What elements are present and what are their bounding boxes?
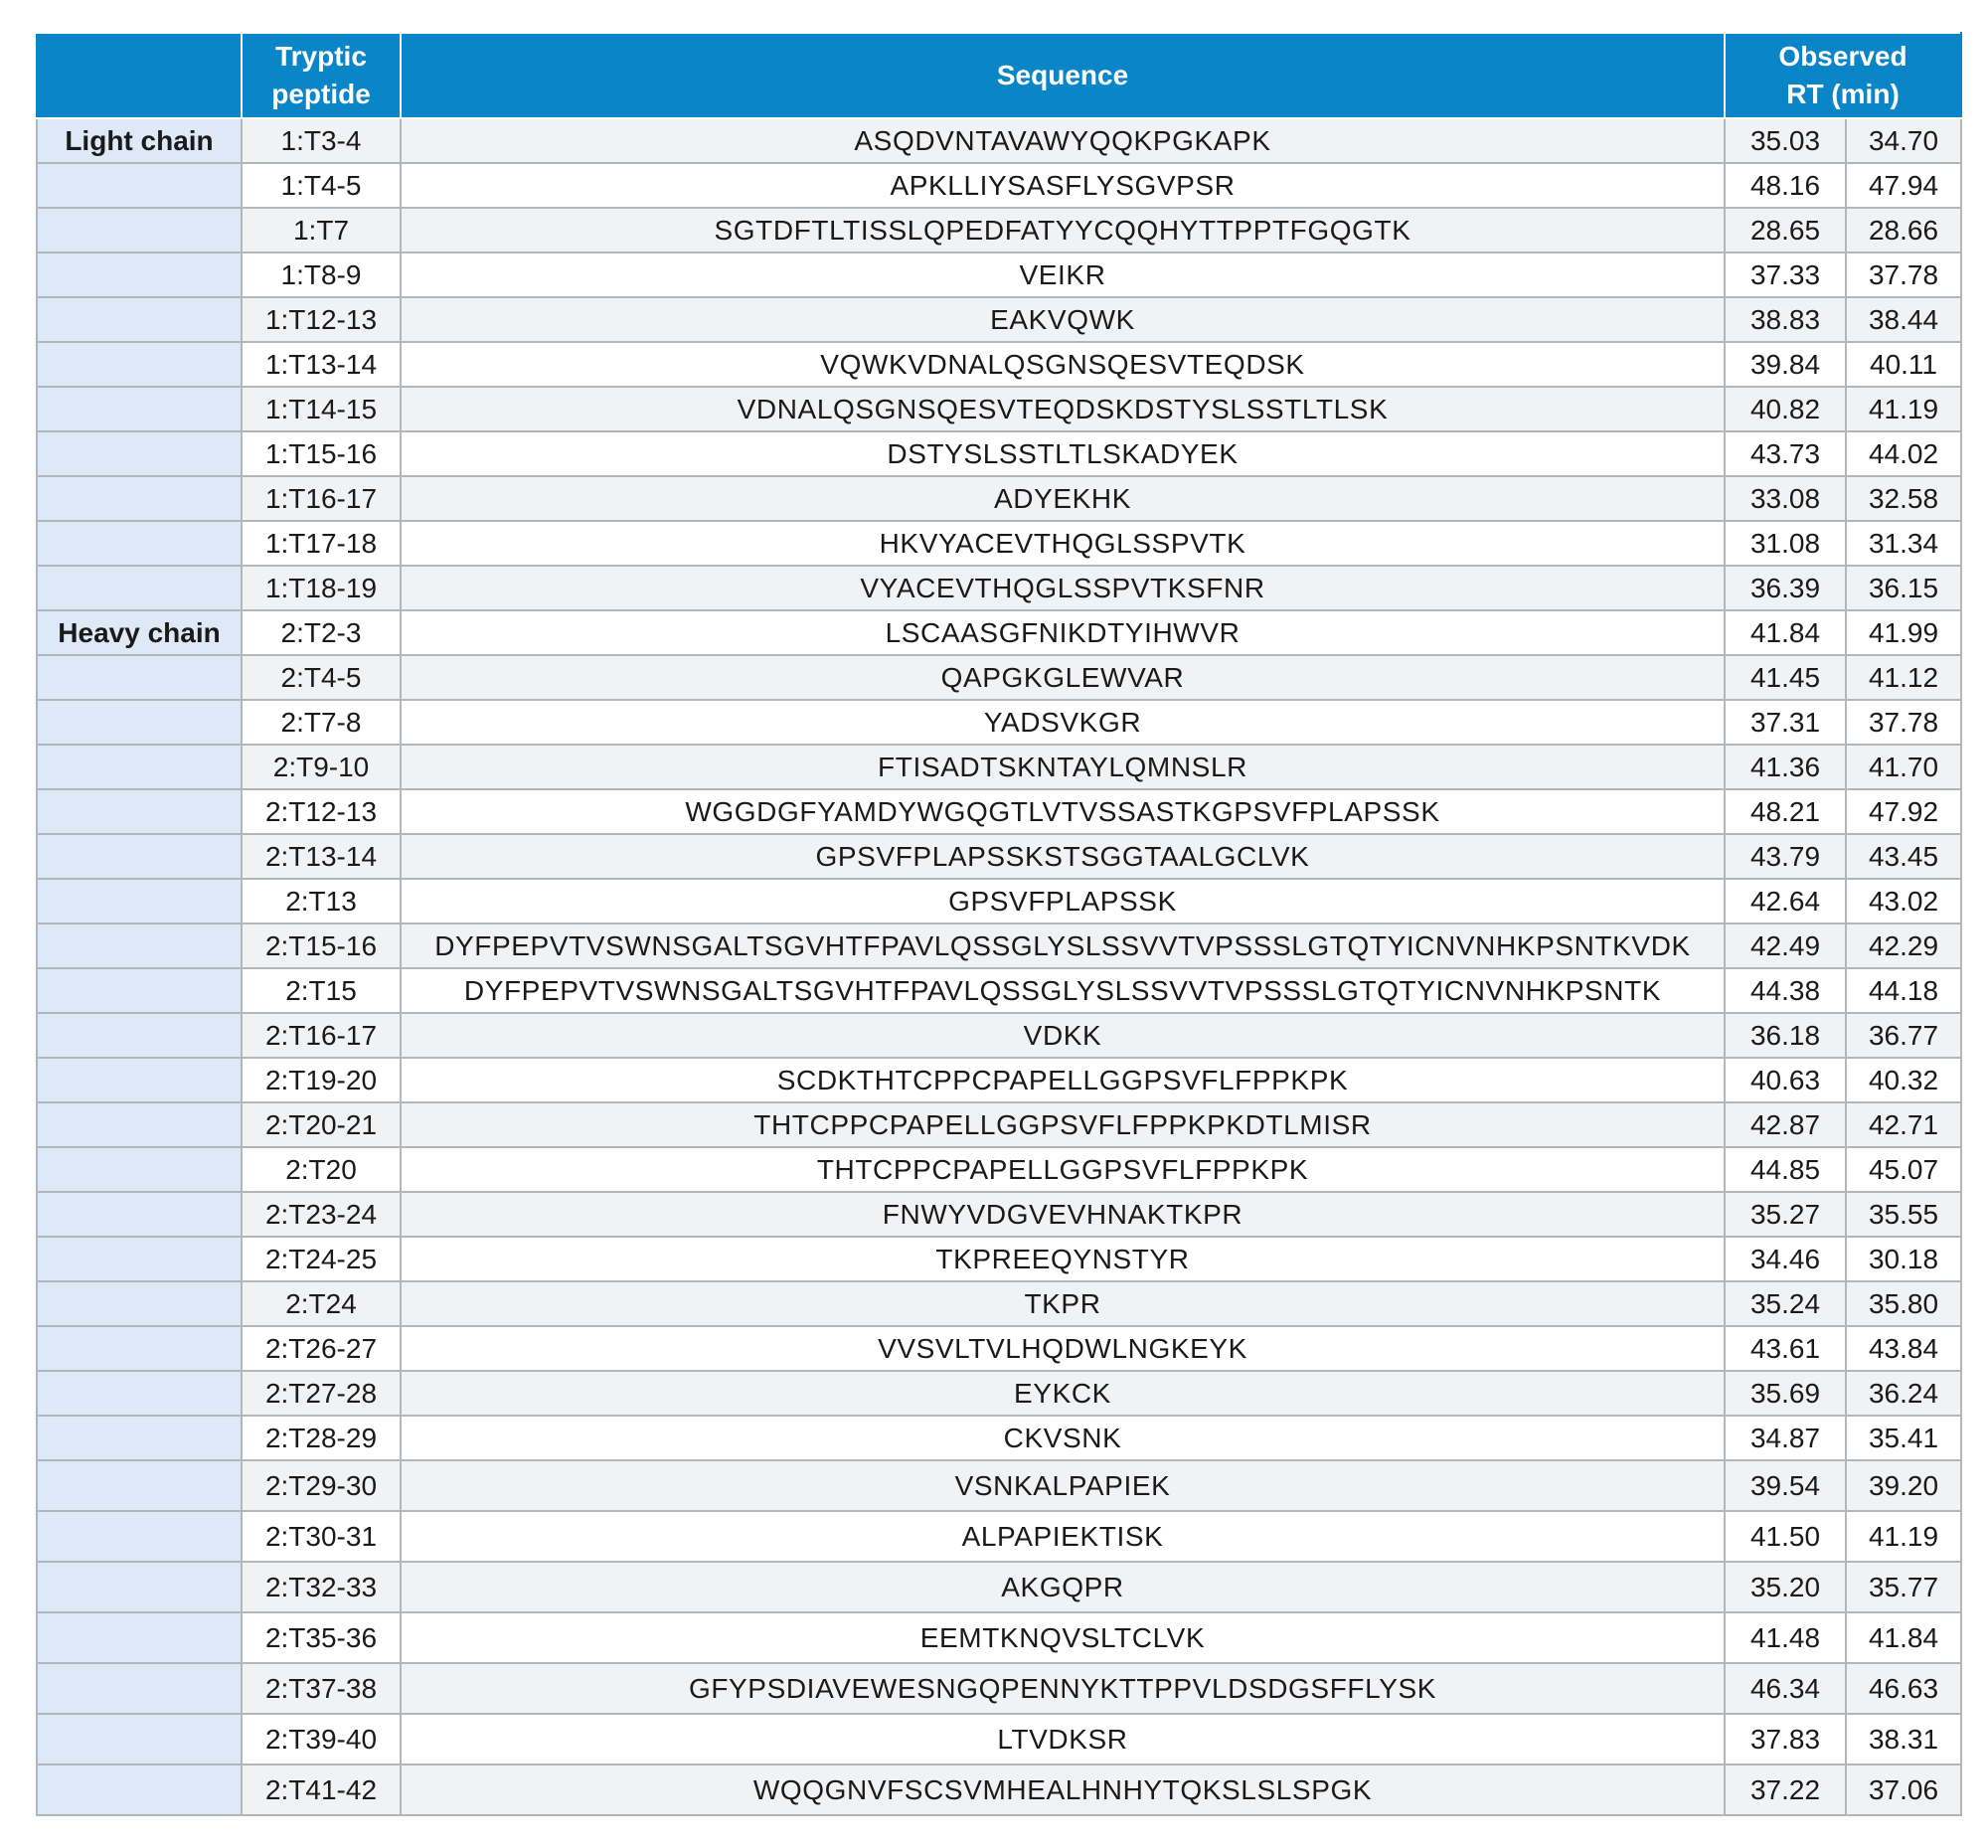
observed-rt-1-cell: 42.64 (1725, 879, 1846, 924)
observed-rt-column-header: Observed RT (min) (1725, 33, 1961, 118)
sequence-cell: VDKK (401, 1013, 1725, 1058)
peptide-cell: 2:T13-14 (242, 834, 401, 879)
observed-rt-1-cell: 37.83 (1725, 1714, 1846, 1764)
group-label-cell (37, 655, 242, 700)
observed-rt-2-cell: 36.77 (1846, 1013, 1961, 1058)
group-label-cell (37, 745, 242, 789)
sequence-cell: ADYEKHK (401, 476, 1725, 521)
peptide-column-header: Tryptic peptide (242, 33, 401, 118)
observed-rt-1-cell: 37.33 (1725, 252, 1846, 297)
table-row (37, 968, 1961, 1013)
table-row (37, 1416, 1961, 1460)
sequence-column-header: Sequence (401, 33, 1725, 118)
peptide-cell: 1:T13-14 (242, 342, 401, 387)
observed-rt-2-cell: 42.29 (1846, 924, 1961, 968)
observed-rt-2-cell: 36.24 (1846, 1371, 1961, 1416)
observed-rt-1-cell: 33.08 (1725, 476, 1846, 521)
peptide-cell: 2:T26-27 (242, 1326, 401, 1371)
sequence-cell: TKPREEQYNSTYR (401, 1237, 1725, 1281)
group-label-cell: Light chain (37, 118, 242, 163)
table-row (37, 476, 1961, 521)
peptide-cell: 2:T9-10 (242, 745, 401, 789)
observed-rt-2-cell: 41.12 (1846, 655, 1961, 700)
table-row (37, 655, 1961, 700)
observed-rt-1-cell: 41.50 (1725, 1511, 1846, 1562)
group-label-cell (37, 1192, 242, 1237)
peptide-cell: 1:T7 (242, 208, 401, 252)
observed-rt-2-cell: 37.78 (1846, 700, 1961, 745)
observed-rt-2-cell: 45.07 (1846, 1147, 1961, 1192)
peptide-cell: 1:T4-5 (242, 163, 401, 208)
peptide-cell: 2:T28-29 (242, 1416, 401, 1460)
table-row (37, 1147, 1961, 1192)
observed-rt-2-cell: 40.11 (1846, 342, 1961, 387)
observed-rt-2-cell: 43.02 (1846, 879, 1961, 924)
observed-rt-2-cell: 41.84 (1846, 1612, 1961, 1663)
observed-rt-1-cell: 36.18 (1725, 1013, 1846, 1058)
peptide-cell: 1:T17-18 (242, 521, 401, 566)
group-label-cell (37, 387, 242, 431)
observed-rt-1-cell: 43.79 (1725, 834, 1846, 879)
table-row (37, 342, 1961, 387)
observed-rt-2-cell: 46.63 (1846, 1663, 1961, 1714)
peptide-cell: 2:T39-40 (242, 1714, 401, 1764)
sequence-cell: EAKVQWK (401, 297, 1725, 342)
observed-rt-1-cell: 44.85 (1725, 1147, 1846, 1192)
group-label-cell (37, 1326, 242, 1371)
group-label-cell (37, 163, 242, 208)
group-label-cell (37, 879, 242, 924)
group-label-cell (37, 1663, 242, 1714)
table-row (37, 745, 1961, 789)
observed-rt-2-cell: 35.41 (1846, 1416, 1961, 1460)
observed-rt-2-cell: 41.19 (1846, 387, 1961, 431)
table-row (37, 1013, 1961, 1058)
group-label-cell (37, 208, 242, 252)
observed-rt-1-cell: 41.36 (1725, 745, 1846, 789)
group-label-cell (37, 834, 242, 879)
observed-rt-1-cell: 43.61 (1725, 1326, 1846, 1371)
observed-rt-2-cell: 30.18 (1846, 1237, 1961, 1281)
group-label-cell (37, 1281, 242, 1326)
group-label-cell (37, 521, 242, 566)
group-label-cell (37, 1714, 242, 1764)
peptide-cell: 1:T14-15 (242, 387, 401, 431)
retention-time-table (36, 32, 1962, 1816)
group-column-header (37, 33, 242, 118)
table-row (37, 1460, 1961, 1511)
sequence-cell: APKLLIYSASFLYSGVPSR (401, 163, 1725, 208)
group-label-cell (37, 342, 242, 387)
observed-rt-2-cell: 35.55 (1846, 1192, 1961, 1237)
observed-rt-1-cell: 34.46 (1725, 1237, 1846, 1281)
peptide-cell: 2:T24 (242, 1281, 401, 1326)
peptide-cell: 2:T19-20 (242, 1058, 401, 1102)
table-row (37, 789, 1961, 834)
peptide-cell: 2:T23-24 (242, 1192, 401, 1237)
sequence-cell: VQWKVDNALQSGNSQESVTEQDSK (401, 342, 1725, 387)
table-row (37, 1562, 1961, 1612)
table-row (37, 252, 1961, 297)
table-row (37, 566, 1961, 610)
observed-rt-2-cell: 28.66 (1846, 208, 1961, 252)
table-row (37, 1281, 1961, 1326)
group-label-cell (37, 1511, 242, 1562)
peptide-cell: 2:T16-17 (242, 1013, 401, 1058)
table-row (37, 1192, 1961, 1237)
observed-rt-2-cell: 47.92 (1846, 789, 1961, 834)
peptide-cell: 1:T16-17 (242, 476, 401, 521)
observed-rt-1-cell: 41.84 (1725, 610, 1846, 655)
group-label-cell (37, 1058, 242, 1102)
peptide-cell: 2:T20-21 (242, 1102, 401, 1147)
sequence-cell: DSTYSLSSTLTLSKADYEK (401, 431, 1725, 476)
sequence-cell: VYACEVTHQGLSSPVTKSFNR (401, 566, 1725, 610)
sequence-cell: THTCPPCPAPELLGGPSVFLFPPKPK (401, 1147, 1725, 1192)
sequence-cell: WGGDGFYAMDYWGQGTLVTVSSASTKGPSVFPLAPSSK (401, 789, 1725, 834)
observed-rt-1-cell: 41.48 (1725, 1612, 1846, 1663)
peptide-cell: 2:T24-25 (242, 1237, 401, 1281)
observed-rt-2-cell: 47.94 (1846, 163, 1961, 208)
table-row (37, 1764, 1961, 1815)
sequence-cell: GPSVFPLAPSSKSTSGGTAALGCLVK (401, 834, 1725, 879)
observed-rt-1-cell: 40.82 (1725, 387, 1846, 431)
observed-rt-2-cell: 37.78 (1846, 252, 1961, 297)
group-label-cell (37, 1562, 242, 1612)
sequence-cell: TKPR (401, 1281, 1725, 1326)
sequence-cell: VVSVLTVLHQDWLNGKEYK (401, 1326, 1725, 1371)
table-row (37, 1371, 1961, 1416)
sequence-cell: ALPAPIEKTISK (401, 1511, 1725, 1562)
group-label-cell (37, 1102, 242, 1147)
observed-rt-2-cell: 42.71 (1846, 1102, 1961, 1147)
peptide-cell: 2:T7-8 (242, 700, 401, 745)
sequence-cell: EEMTKNQVSLTCLVK (401, 1612, 1725, 1663)
observed-rt-1-cell: 28.65 (1725, 208, 1846, 252)
table-row (37, 297, 1961, 342)
table-row (37, 924, 1961, 968)
observed-rt-1-cell: 38.83 (1725, 297, 1846, 342)
sequence-cell: QAPGKGLEWVAR (401, 655, 1725, 700)
observed-rt-2-cell: 36.15 (1846, 566, 1961, 610)
peptide-cell: 2:T30-31 (242, 1511, 401, 1562)
peptide-cell: 1:T8-9 (242, 252, 401, 297)
header-row (37, 33, 1961, 118)
observed-rt-1-cell: 43.73 (1725, 431, 1846, 476)
peptide-cell: 2:T4-5 (242, 655, 401, 700)
group-label-cell (37, 700, 242, 745)
observed-rt-2-cell: 44.02 (1846, 431, 1961, 476)
observed-rt-1-cell: 37.22 (1725, 1764, 1846, 1815)
table-row (37, 879, 1961, 924)
sequence-cell: DYFPEPVTVSWNSGALTSGVHTFPAVLQSSGLYSLSSVVTVPSSSLGTQTYICNVNHKPSNTKVDK (401, 924, 1725, 968)
group-label-cell (37, 252, 242, 297)
observed-rt-1-cell: 41.45 (1725, 655, 1846, 700)
table-row (37, 521, 1961, 566)
sequence-cell: GPSVFPLAPSSK (401, 879, 1725, 924)
peptide-cell: 2:T35-36 (242, 1612, 401, 1663)
peptide-cell: 2:T29-30 (242, 1460, 401, 1511)
group-label-cell: Heavy chain (37, 610, 242, 655)
peptide-cell: 2:T12-13 (242, 789, 401, 834)
observed-rt-2-cell: 43.45 (1846, 834, 1961, 879)
sequence-cell: VDNALQSGNSQESVTEQDSKDSTYSLSSTLTLSK (401, 387, 1725, 431)
group-label-cell (37, 1764, 242, 1815)
observed-rt-1-cell: 39.84 (1725, 342, 1846, 387)
peptide-cell: 2:T15 (242, 968, 401, 1013)
observed-rt-2-cell: 39.20 (1846, 1460, 1961, 1511)
table-row (37, 208, 1961, 252)
observed-rt-2-cell: 34.70 (1846, 118, 1961, 163)
table-row (37, 1058, 1961, 1102)
sequence-cell: VSNKALPAPIEK (401, 1460, 1725, 1511)
observed-rt-2-cell: 35.80 (1846, 1281, 1961, 1326)
group-label-cell (37, 1416, 242, 1460)
observed-rt-1-cell: 42.87 (1725, 1102, 1846, 1147)
sequence-cell: DYFPEPVTVSWNSGALTSGVHTFPAVLQSSGLYSLSSVVTVPSSSLGTQTYICNVNHKPSNTK (401, 968, 1725, 1013)
observed-rt-1-cell: 48.16 (1725, 163, 1846, 208)
observed-rt-2-cell: 32.58 (1846, 476, 1961, 521)
table-row (37, 1612, 1961, 1663)
table-row (37, 1326, 1961, 1371)
sequence-cell: EYKCK (401, 1371, 1725, 1416)
observed-rt-1-cell: 35.03 (1725, 118, 1846, 163)
observed-rt-1-cell: 31.08 (1725, 521, 1846, 566)
group-label-cell (37, 1612, 242, 1663)
peptide-cell: 2:T13 (242, 879, 401, 924)
sequence-cell: LTVDKSR (401, 1714, 1725, 1764)
observed-rt-2-cell: 38.31 (1846, 1714, 1961, 1764)
observed-rt-1-cell: 35.69 (1725, 1371, 1846, 1416)
observed-rt-2-cell: 31.34 (1846, 521, 1961, 566)
observed-rt-1-cell: 48.21 (1725, 789, 1846, 834)
group-label-cell (37, 297, 242, 342)
table-row (37, 118, 1961, 163)
peptide-cell: 1:T12-13 (242, 297, 401, 342)
group-label-cell (37, 431, 242, 476)
group-label-cell (37, 789, 242, 834)
observed-rt-2-cell: 41.19 (1846, 1511, 1961, 1562)
group-label-cell (37, 1371, 242, 1416)
observed-rt-1-cell: 44.38 (1725, 968, 1846, 1013)
table-row (37, 834, 1961, 879)
group-label-cell (37, 476, 242, 521)
observed-rt-1-cell: 36.39 (1725, 566, 1846, 610)
observed-rt-1-cell: 46.34 (1725, 1663, 1846, 1714)
observed-rt-2-cell: 43.84 (1846, 1326, 1961, 1371)
table-row (37, 431, 1961, 476)
observed-rt-2-cell: 41.99 (1846, 610, 1961, 655)
sequence-cell: YADSVKGR (401, 700, 1725, 745)
observed-rt-1-cell: 37.31 (1725, 700, 1846, 745)
observed-rt-2-cell: 38.44 (1846, 297, 1961, 342)
table-row (37, 610, 1961, 655)
sequence-cell: HKVYACEVTHQGLSSPVTK (401, 521, 1725, 566)
sequence-cell: GFYPSDIAVEWESNGQPENNYKTTPPVLDSDGSFFLYSK (401, 1663, 1725, 1714)
sequence-cell: CKVSNK (401, 1416, 1725, 1460)
peptide-cell: 2:T37-38 (242, 1663, 401, 1714)
sequence-cell: ASQDVNTAVAWYQQKPGKAPK (401, 118, 1725, 163)
observed-rt-2-cell: 40.32 (1846, 1058, 1961, 1102)
peptide-cell: 2:T20 (242, 1147, 401, 1192)
peptide-cell: 1:T18-19 (242, 566, 401, 610)
peptide-cell: 1:T3-4 (242, 118, 401, 163)
peptide-cell: 2:T32-33 (242, 1562, 401, 1612)
group-label-cell (37, 968, 242, 1013)
observed-rt-2-cell: 35.77 (1846, 1562, 1961, 1612)
observed-rt-1-cell: 40.63 (1725, 1058, 1846, 1102)
table-row (37, 163, 1961, 208)
sequence-cell: THTCPPCPAPELLGGPSVFLFPPKPKDTLMISR (401, 1102, 1725, 1147)
group-label-cell (37, 1013, 242, 1058)
group-label-cell (37, 1147, 242, 1192)
sequence-cell: SGTDFTLTISSLQPEDFATYYCQQHYTTPPTFGQGTK (401, 208, 1725, 252)
sequence-cell: VEIKR (401, 252, 1725, 297)
observed-rt-1-cell: 34.87 (1725, 1416, 1846, 1460)
observed-rt-1-cell: 35.24 (1725, 1281, 1846, 1326)
table-row (37, 1511, 1961, 1562)
observed-rt-2-cell: 37.06 (1846, 1764, 1961, 1815)
observed-rt-1-cell: 35.20 (1725, 1562, 1846, 1612)
observed-rt-2-cell: 41.70 (1846, 745, 1961, 789)
table-row (37, 387, 1961, 431)
observed-rt-1-cell: 42.49 (1725, 924, 1846, 968)
sequence-cell: LSCAASGFNIKDTYIHWVR (401, 610, 1725, 655)
peptide-cell: 2:T15-16 (242, 924, 401, 968)
peptide-cell: 2:T41-42 (242, 1764, 401, 1815)
group-label-cell (37, 1460, 242, 1511)
observed-rt-1-cell: 35.27 (1725, 1192, 1846, 1237)
sequence-cell: SCDKTHTCPPCPAPELLGGPSVFLFPPKPK (401, 1058, 1725, 1102)
table-row (37, 1714, 1961, 1764)
table-row (37, 1237, 1961, 1281)
sequence-cell: FTISADTSKNTAYLQMNSLR (401, 745, 1725, 789)
observed-rt-1-cell: 39.54 (1725, 1460, 1846, 1511)
sequence-cell: AKGQPR (401, 1562, 1725, 1612)
group-label-cell (37, 924, 242, 968)
group-label-cell (37, 566, 242, 610)
table-row (37, 700, 1961, 745)
table-row (37, 1663, 1961, 1714)
sequence-cell: WQQGNVFSCSVMHEALHNHYTQKSLSLSPGK (401, 1764, 1725, 1815)
observed-rt-2-cell: 44.18 (1846, 968, 1961, 1013)
peptide-cell: 2:T2-3 (242, 610, 401, 655)
group-label-cell (37, 1237, 242, 1281)
peptide-cell: 2:T27-28 (242, 1371, 401, 1416)
peptide-cell: 1:T15-16 (242, 431, 401, 476)
table-body (37, 118, 1961, 1815)
table-row (37, 1102, 1961, 1147)
sequence-cell: FNWYVDGVEVHNAKTKPR (401, 1192, 1725, 1237)
